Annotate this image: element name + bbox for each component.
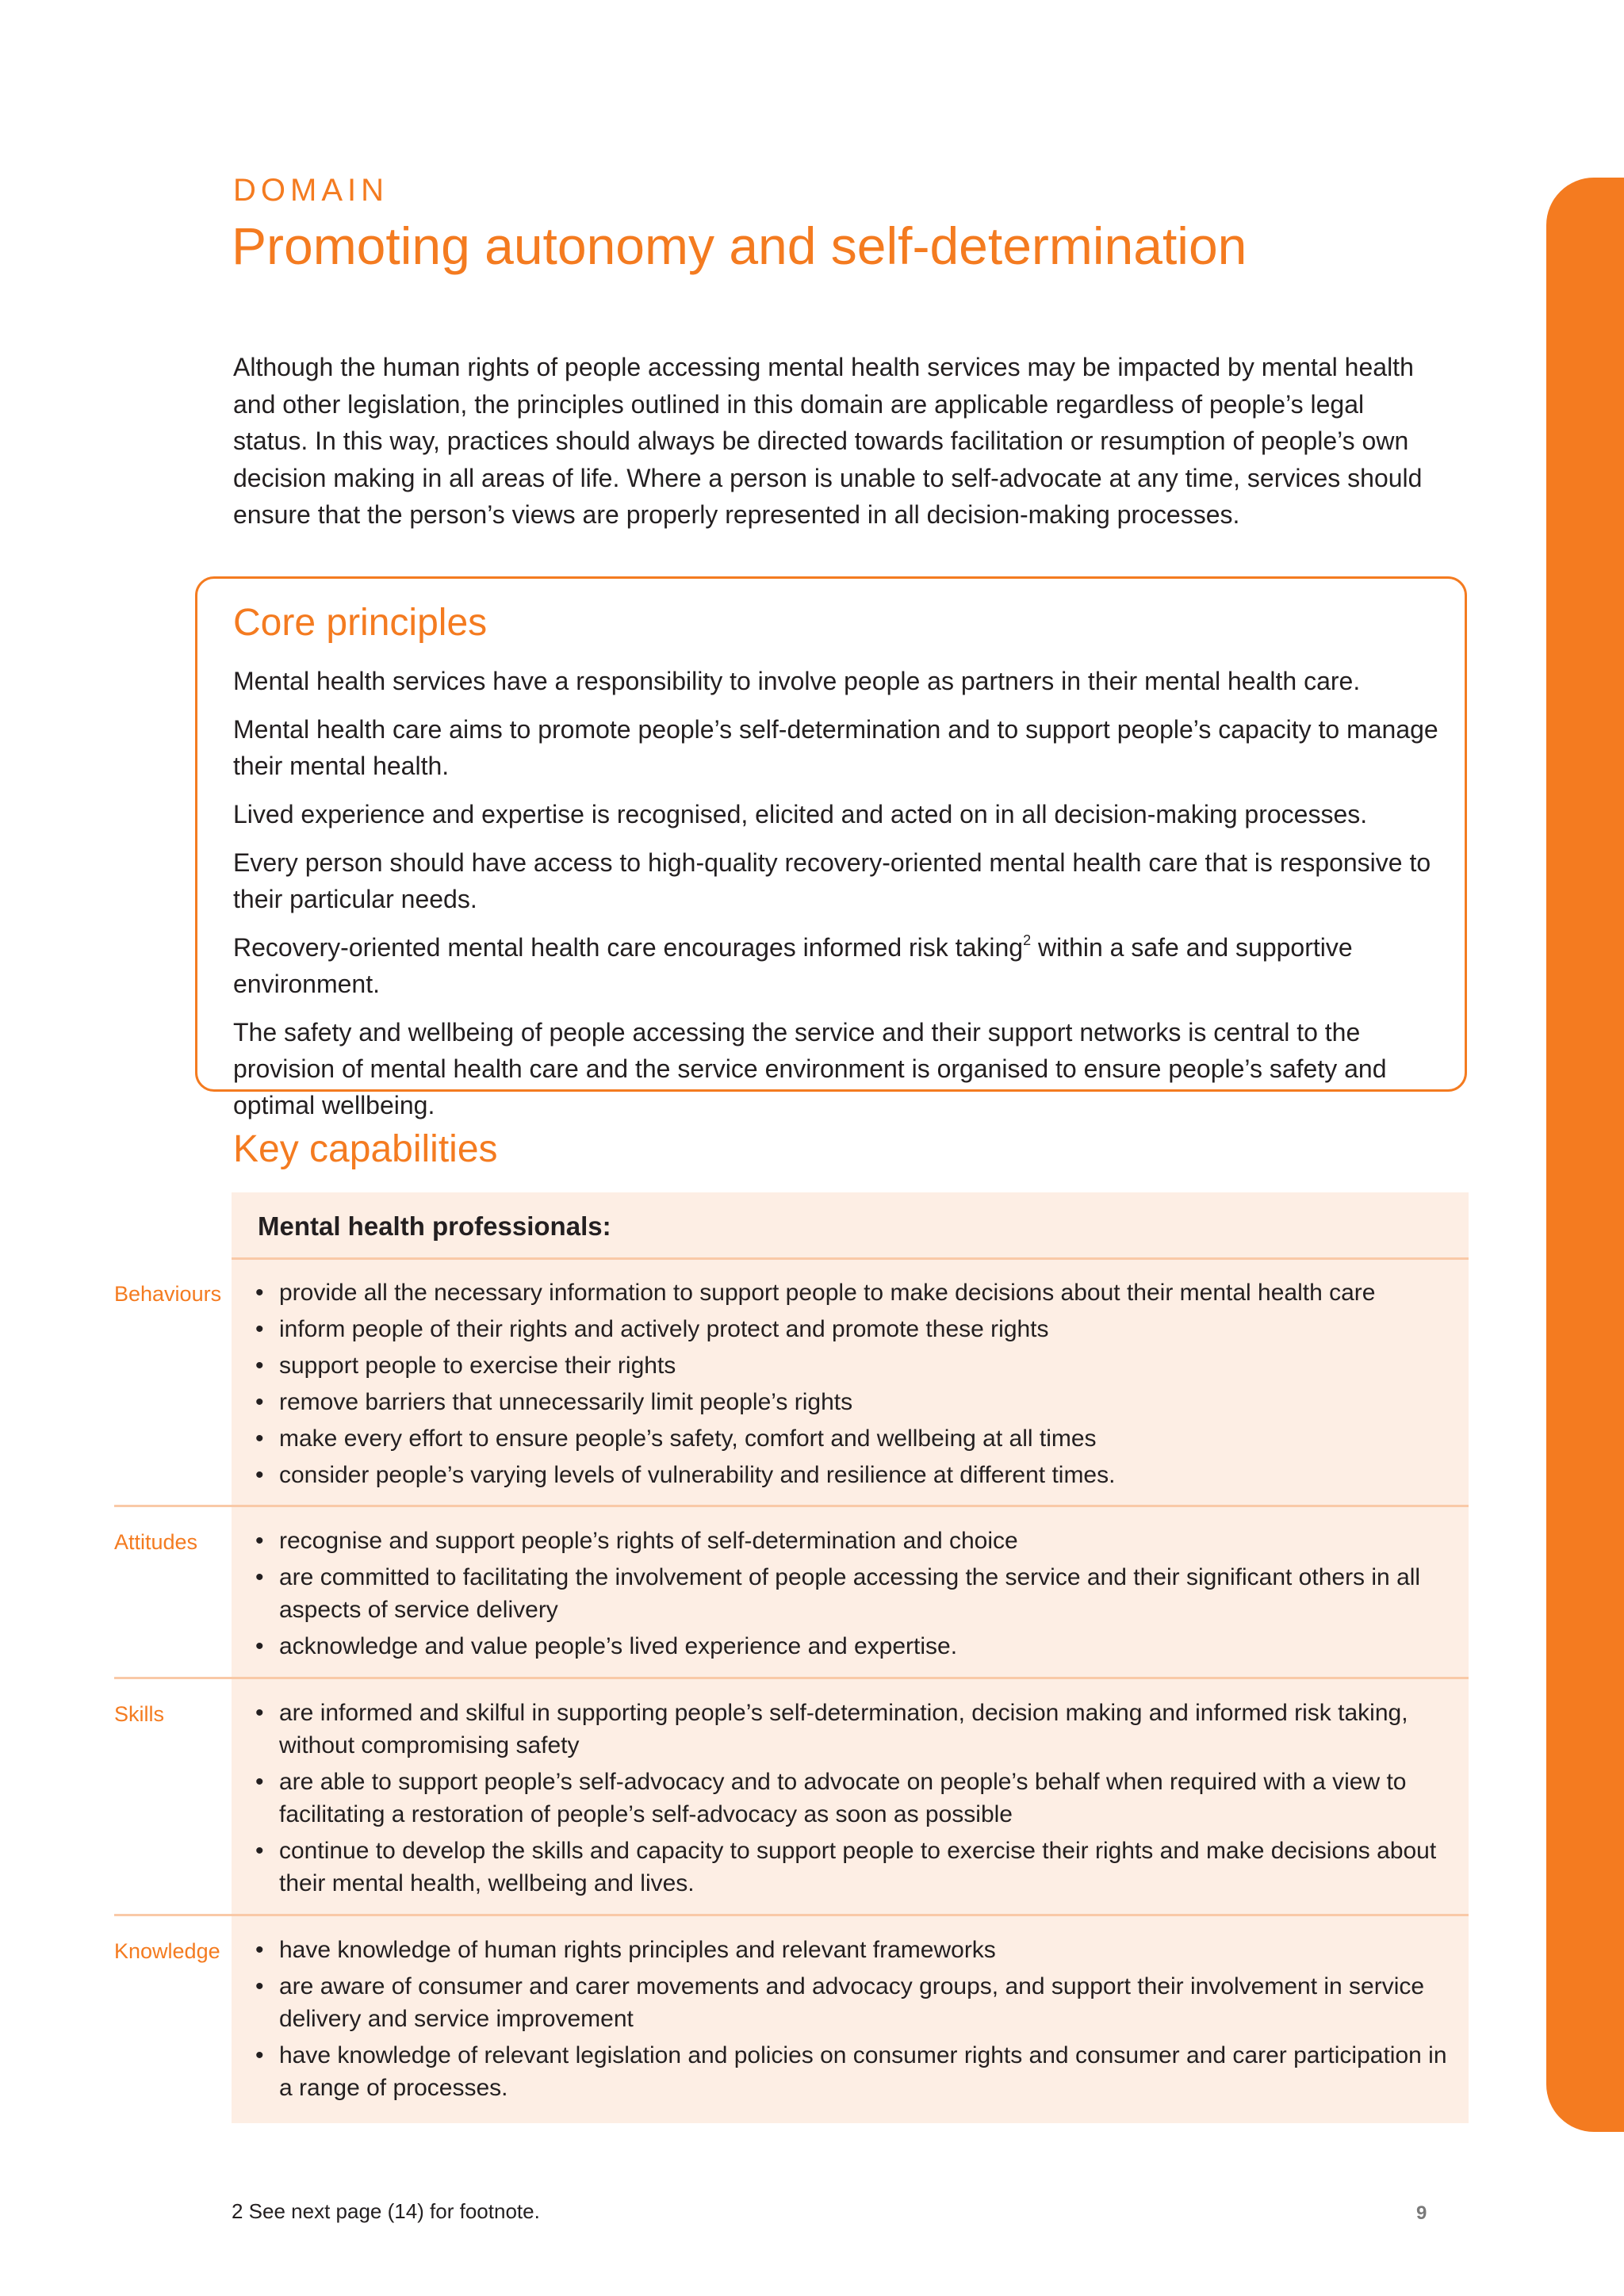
list-item: • acknowledge and value people’s lived experience and expertise.	[255, 1630, 1461, 1663]
page-title: Promoting autonomy and self-determination	[232, 216, 1247, 275]
core-principle: Every person should have access to high-quality recovery-oriented mental health care that is responsive to their particular needs.	[233, 848, 1431, 913]
page-number: 9	[1416, 2202, 1427, 2224]
list-item: • have knowledge of relevant legislation and policies on consumer rights and consumer and carer participation in a range of processes.	[255, 2039, 1461, 2104]
table-divider	[114, 1677, 1469, 1679]
intro-paragraph: Although the human rights of people accessing mental health services may be impacted by mental health and other legislation, the principles outlined in this domain are applicable regardless of people’s legal status. In this way, practices should always be directed towards facilitation or resumption of people’s own decision making in all areas of life. Where a person is unable to self-advocate at any time, services should ensure that the person’s views are properly represented in all decision-making processes.	[233, 353, 1423, 529]
core-principles-list	[233, 663, 1438, 1135]
knowledge-list	[255, 1934, 1461, 2108]
footnote: 2 See next page (14) for footnote.	[232, 2199, 540, 2223]
list-item: • remove barriers that unnecessarily limit people’s rights	[255, 1386, 1461, 1418]
list-item: • recognise and support people’s rights of self-determination and choice	[255, 1525, 1461, 1557]
footnote-ref[interactable]: 2	[1023, 932, 1032, 948]
list-item: • provide all the necessary information to support people to make decisions about their mental health care	[255, 1276, 1461, 1309]
behaviours-list	[255, 1276, 1461, 1495]
capabilities-header: Mental health professionals:	[258, 1211, 611, 1241]
attitudes-list	[255, 1525, 1461, 1667]
key-capabilities-title: Key capabilities	[233, 1128, 498, 1170]
list-item: • continue to develop the skills and capacity to support people to exercise their rights and make decisions about their mental health, wellbeing and lives.	[255, 1835, 1461, 1900]
core-principles-title: Core principles	[233, 602, 488, 644]
list-item: • support people to exercise their rights	[255, 1349, 1461, 1382]
list-item: • are committed to facilitating the involvement of people accessing the service and their significant others in all aspects of service delivery	[255, 1561, 1461, 1626]
list-item: • are informed and skilful in supporting people’s self-determination, decision making and informed risk taking, without compromising safety	[255, 1697, 1461, 1762]
list-item: • have knowledge of human rights principles and relevant frameworks	[255, 1934, 1461, 1966]
list-item: • make every effort to ensure people’s safety, comfort and wellbeing at all times	[255, 1422, 1461, 1455]
core-principle-text: within a safe and supportive environment.	[233, 933, 1353, 998]
list-item: • inform people of their rights and actively protect and promote these rights	[255, 1313, 1461, 1345]
list-item: • consider people’s varying levels of vulnerability and resilience at different times.	[255, 1459, 1461, 1491]
core-principle-text: Recovery-oriented mental health care encourages informed risk taking	[233, 933, 1024, 962]
core-principle: Lived experience and expertise is recognised, elicited and acted on in all decision-making processes.	[233, 800, 1368, 828]
core-principle: The safety and wellbeing of people accessing the service and their support networks is central to the provision of mental health care and the service environment is organised to ensure people’s safety and optimal wellbeing.	[233, 1018, 1387, 1119]
list-item: • are able to support people’s self-advocacy and to advocate on people’s behalf when required with a view to facilitating a restoration of people’s self-advocacy as soon as possible	[255, 1766, 1461, 1831]
row-label-knowledge: Knowledge	[114, 1939, 220, 1963]
row-label-behaviours: Behaviours	[114, 1282, 222, 1306]
row-label-attitudes: Attitudes	[114, 1530, 198, 1554]
orange-side-tab	[1546, 178, 1624, 2132]
row-label-skills: Skills	[114, 1702, 165, 1726]
core-principle	[233, 929, 1438, 1002]
table-divider	[114, 1914, 1469, 1916]
core-principle: Mental health care aims to promote people’s self-determination and to support people’s capacity to manage their mental health.	[233, 715, 1438, 780]
skills-list	[255, 1697, 1461, 1904]
list-item: • are aware of consumer and carer movements and advocacy groups, and support their involvement in service delivery and service improvement	[255, 1970, 1461, 2035]
table-divider	[114, 1505, 1469, 1507]
core-principle: Mental health services have a responsibility to involve people as partners in their mental health care.	[233, 667, 1361, 695]
table-divider	[232, 1257, 1469, 1260]
domain-label: DOMAIN	[233, 173, 389, 208]
